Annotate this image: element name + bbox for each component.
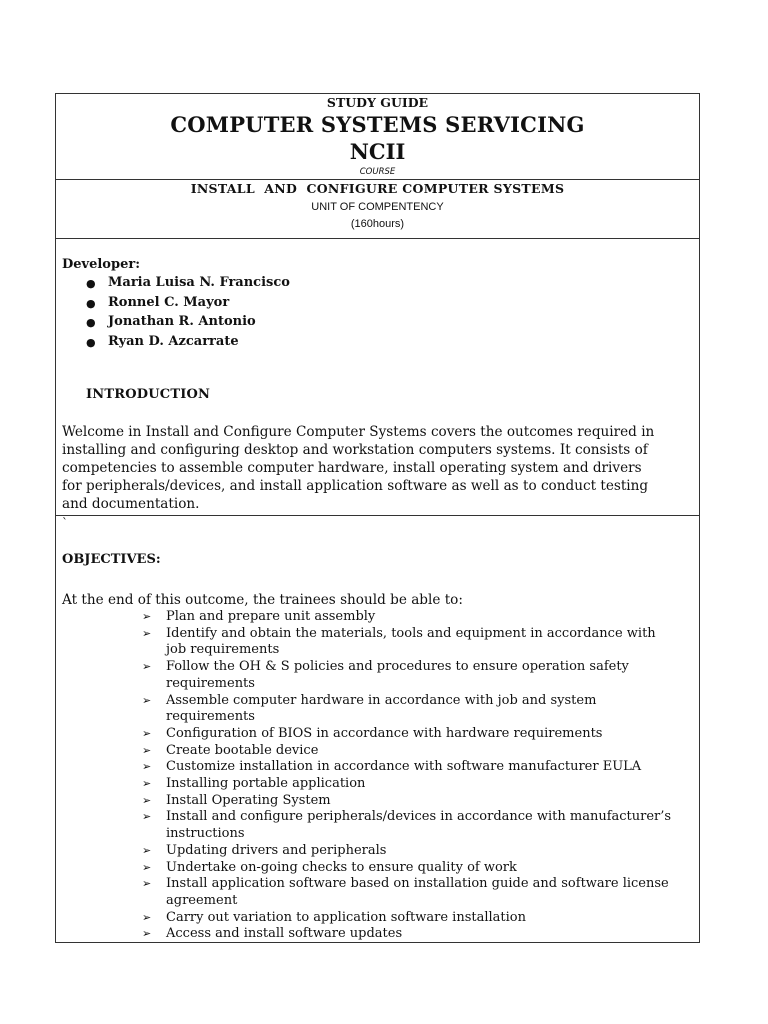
arrow-bullet-icon: ➢ bbox=[142, 743, 152, 757]
arrow-bullet-icon: ➢ bbox=[142, 726, 152, 740]
arrow-bullet-icon: ➢ bbox=[142, 877, 152, 891]
objective-item bbox=[56, 759, 671, 776]
course-label: COURSE bbox=[359, 167, 396, 177]
objective-item bbox=[56, 659, 671, 692]
course-title: COMPUTER SYSTEMS SERVICING bbox=[170, 112, 585, 137]
objective-item bbox=[56, 843, 671, 860]
objective-text: Create bootable device bbox=[166, 742, 319, 758]
objective-text: Carry out variation to application software installation bbox=[166, 909, 527, 925]
developer-name: Ronnel C. Mayor bbox=[108, 294, 230, 310]
arrow-bullet-icon: ➢ bbox=[142, 793, 152, 807]
developer-introduction-box bbox=[55, 238, 700, 516]
arrow-bullet-icon: ➢ bbox=[142, 810, 152, 824]
arrow-bullet-icon: ➢ bbox=[142, 860, 152, 874]
objective-item bbox=[56, 693, 671, 726]
bullet-icon: ● bbox=[86, 277, 96, 290]
introduction-paragraph bbox=[62, 423, 698, 513]
objective-text: Assemble computer hardware in accordance with job and system bbox=[166, 692, 597, 708]
course-code: NCII bbox=[349, 139, 406, 164]
arrow-bullet-icon: ➢ bbox=[142, 910, 152, 924]
arrow-bullet-icon: ➢ bbox=[142, 626, 152, 640]
study-guide-label: STUDY GUIDE bbox=[326, 95, 429, 110]
introduction-line: competencies to assemble computer hardware, install operating system and drivers bbox=[62, 460, 642, 476]
objective-text: requirements bbox=[166, 675, 255, 691]
objective-text: Customize installation in accordance with software manufacturer EULA bbox=[166, 759, 642, 775]
objective-item bbox=[56, 809, 671, 842]
stray-backtick: ` bbox=[62, 516, 68, 530]
objective-item bbox=[56, 926, 671, 943]
introduction-heading: INTRODUCTION bbox=[86, 387, 211, 402]
developer-name: Maria Luisa N. Francisco bbox=[108, 275, 290, 290]
arrow-bullet-icon: ➢ bbox=[142, 777, 152, 791]
objective-item bbox=[56, 876, 671, 909]
arrow-bullet-icon: ➢ bbox=[142, 927, 152, 941]
introduction-line: installing and configuring desktop and workstation computers systems. It consists of bbox=[62, 442, 648, 458]
developer-name: Jonathan R. Antonio bbox=[108, 314, 256, 329]
arrow-bullet-icon: ➢ bbox=[142, 843, 152, 857]
objective-text: instructions bbox=[166, 826, 245, 842]
unit-label: UNIT OF COMPENTENCY bbox=[311, 201, 444, 213]
objective-text: requirements bbox=[166, 709, 255, 725]
objective-item bbox=[56, 860, 671, 877]
objective-text: Updating drivers and peripherals bbox=[166, 842, 387, 858]
objective-item bbox=[56, 776, 671, 793]
objective-text: Follow the OH & S policies and procedures to ensure operation safety bbox=[166, 659, 629, 675]
bullet-icon: ● bbox=[86, 316, 96, 329]
objectives-list bbox=[56, 609, 671, 943]
objective-item bbox=[56, 910, 671, 927]
objective-item bbox=[56, 793, 671, 810]
unit-of-competency-box bbox=[55, 179, 700, 239]
objective-text: Plan and prepare unit assembly bbox=[166, 609, 376, 624]
arrow-bullet-icon: ➢ bbox=[142, 610, 152, 623]
objective-text: agreement bbox=[166, 892, 238, 908]
objective-text: Undertake on-going checks to ensure quality of work bbox=[166, 859, 517, 875]
objective-item bbox=[56, 626, 671, 659]
objective-item bbox=[56, 726, 671, 743]
objective-item bbox=[56, 743, 671, 760]
introduction-line: for peripherals/devices, and install application software as well as to conduct testing bbox=[62, 478, 649, 494]
developer-name: Ryan D. Azcarrate bbox=[108, 333, 239, 349]
objective-text: Identify and obtain the materials, tools and equipment in accordance with bbox=[166, 625, 656, 641]
bullet-icon: ● bbox=[86, 296, 96, 310]
introduction-line: and documentation. bbox=[62, 496, 200, 512]
introduction-line: Welcome in Install and Configure Computer Systems covers the outcomes required in bbox=[62, 424, 655, 440]
objective-text: Install and configure peripherals/devices in accordance with manufacturer’s bbox=[166, 809, 672, 825]
objective-item bbox=[56, 609, 671, 626]
objective-text: Configuration of BIOS in accordance with hardware requirements bbox=[166, 725, 603, 741]
arrow-bullet-icon: ➢ bbox=[142, 660, 152, 674]
objective-text: job requirements bbox=[166, 642, 280, 658]
objectives-heading: OBJECTIVES: bbox=[62, 552, 161, 567]
objective-text: Installing portable application bbox=[166, 776, 366, 792]
objective-text: Install application software based on installation guide and software license bbox=[166, 876, 669, 892]
course-header-box bbox=[55, 93, 700, 180]
arrow-bullet-icon: ➢ bbox=[142, 760, 152, 774]
objective-text: Access and install software updates bbox=[166, 926, 403, 942]
objectives-box bbox=[55, 515, 700, 943]
unit-hours: (160hours) bbox=[350, 218, 405, 230]
arrow-bullet-icon: ➢ bbox=[142, 693, 152, 707]
objective-text: Install Operating System bbox=[166, 792, 331, 808]
unit-title: INSTALL AND CONFIGURE COMPUTER SYSTEMS bbox=[190, 181, 565, 196]
objectives-intro: At the end of this outcome, the trainees should be able to: bbox=[62, 592, 463, 608]
developer-label: Developer: bbox=[62, 257, 140, 272]
bullet-icon: ● bbox=[86, 335, 96, 349]
